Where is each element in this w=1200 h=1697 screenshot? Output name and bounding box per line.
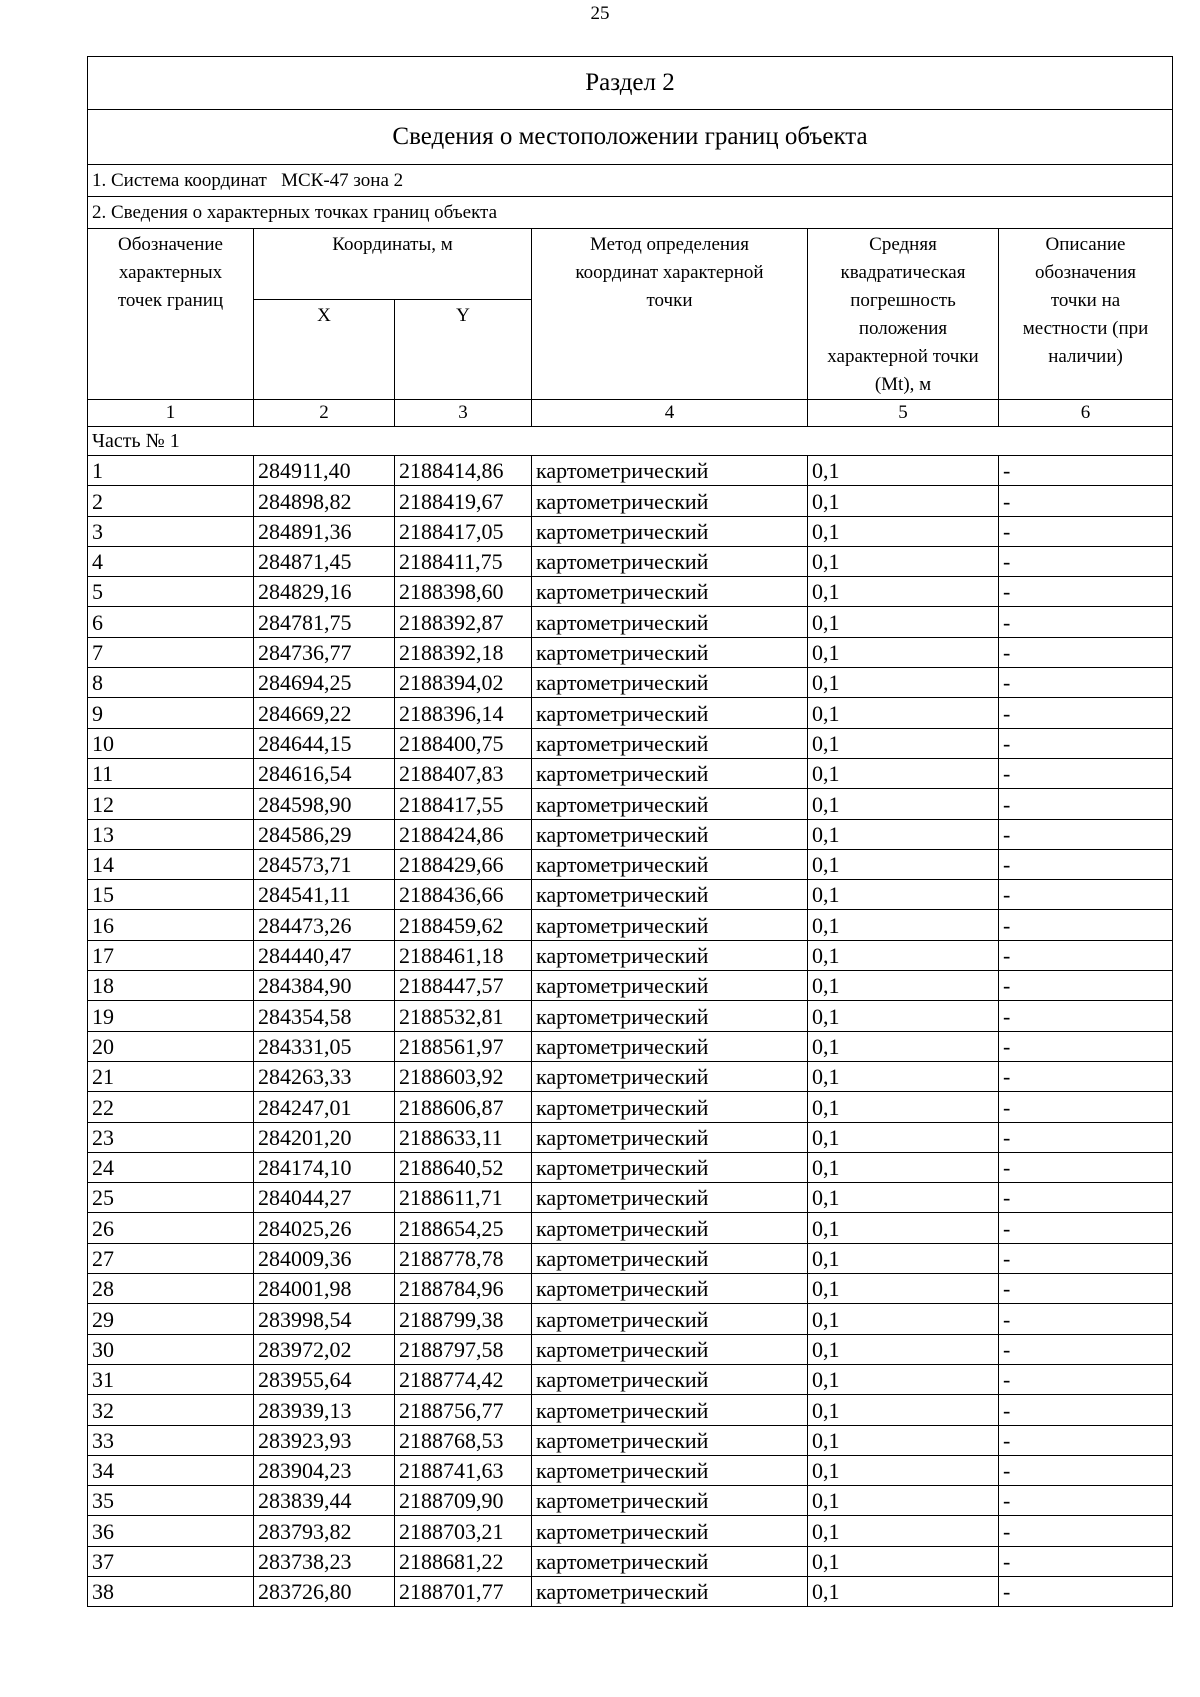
point-designation: 8	[88, 668, 254, 698]
coord-x: 284669,22	[254, 698, 395, 728]
point-designation: 31	[88, 1364, 254, 1394]
point-designation: 7	[88, 637, 254, 667]
coord-y: 2188392,18	[395, 637, 532, 667]
mean-error: 0,1	[808, 1576, 999, 1606]
coord-x: 284644,15	[254, 728, 395, 758]
coord-x: 283955,64	[254, 1364, 395, 1394]
coord-x: 284598,90	[254, 789, 395, 819]
description: -	[999, 637, 1173, 667]
section-title: Раздел 2	[88, 57, 1173, 110]
description: -	[999, 1274, 1173, 1304]
mean-error: 0,1	[808, 1092, 999, 1122]
coord-y: 2188709,90	[395, 1486, 532, 1516]
point-designation: 22	[88, 1092, 254, 1122]
header-designation: Обозначение характерных точек границ	[88, 229, 254, 400]
table-row	[88, 577, 1173, 607]
coord-x: 284586,29	[254, 819, 395, 849]
point-designation: 17	[88, 940, 254, 970]
point-designation: 29	[88, 1304, 254, 1334]
point-designation: 5	[88, 577, 254, 607]
mean-error: 0,1	[808, 577, 999, 607]
coord-y: 2188429,66	[395, 849, 532, 879]
coord-y: 2188411,75	[395, 546, 532, 576]
table-row	[88, 698, 1173, 728]
description: -	[999, 1213, 1173, 1243]
method: картометрический	[532, 637, 808, 667]
description: -	[999, 698, 1173, 728]
mean-error: 0,1	[808, 940, 999, 970]
description: -	[999, 1516, 1173, 1546]
mean-error: 0,1	[808, 880, 999, 910]
point-designation: 21	[88, 1061, 254, 1091]
description: -	[999, 1364, 1173, 1394]
method: картометрический	[532, 1183, 808, 1213]
point-designation: 3	[88, 516, 254, 546]
method: картометрический	[532, 577, 808, 607]
coord-y: 2188778,78	[395, 1243, 532, 1273]
mean-error: 0,1	[808, 1455, 999, 1485]
coord-y: 2188394,02	[395, 668, 532, 698]
method: картометрический	[532, 1455, 808, 1485]
header-coordinates: Координаты, м	[254, 229, 532, 300]
coord-x: 284694,25	[254, 668, 395, 698]
mean-error: 0,1	[808, 1334, 999, 1364]
coord-x: 284473,26	[254, 910, 395, 940]
coord-x: 283923,93	[254, 1425, 395, 1455]
mean-error: 0,1	[808, 1152, 999, 1182]
method: картометрический	[532, 1364, 808, 1394]
coord-y: 2188681,22	[395, 1546, 532, 1576]
method: картометрический	[532, 1061, 808, 1091]
coord-y: 2188768,53	[395, 1425, 532, 1455]
method: картометрический	[532, 971, 808, 1001]
coord-x: 284263,33	[254, 1061, 395, 1091]
point-designation: 18	[88, 971, 254, 1001]
point-designation: 35	[88, 1486, 254, 1516]
coord-y: 2188459,62	[395, 910, 532, 940]
point-designation: 4	[88, 546, 254, 576]
table-row	[88, 1243, 1173, 1273]
coord-x: 284001,98	[254, 1274, 395, 1304]
method: картометрический	[532, 1213, 808, 1243]
table-row	[88, 758, 1173, 788]
mean-error: 0,1	[808, 728, 999, 758]
mean-error: 0,1	[808, 1183, 999, 1213]
table-row	[88, 486, 1173, 516]
point-designation: 11	[88, 758, 254, 788]
description: -	[999, 1546, 1173, 1576]
method: картометрический	[532, 728, 808, 758]
coord-y: 2188654,25	[395, 1213, 532, 1243]
coord-x: 284354,58	[254, 1001, 395, 1031]
coord-y: 2188532,81	[395, 1001, 532, 1031]
header-description: Описание обозначения точки на местности (при наличии)	[999, 229, 1173, 400]
table-row	[88, 1213, 1173, 1243]
coord-y: 2188756,77	[395, 1395, 532, 1425]
point-designation: 1	[88, 456, 254, 486]
method: картометрический	[532, 1152, 808, 1182]
method: картометрический	[532, 1546, 808, 1576]
method: картометрический	[532, 486, 808, 516]
column-number: 2	[254, 400, 395, 427]
description: -	[999, 1576, 1173, 1606]
table-row	[88, 910, 1173, 940]
point-designation: 30	[88, 1334, 254, 1364]
description: -	[999, 668, 1173, 698]
coord-x: 284911,40	[254, 456, 395, 486]
column-number: 6	[999, 400, 1173, 427]
description: -	[999, 758, 1173, 788]
method: картометрический	[532, 516, 808, 546]
point-designation: 23	[88, 1122, 254, 1152]
method: картометрический	[532, 1122, 808, 1152]
coord-x: 283939,13	[254, 1395, 395, 1425]
method: картометрический	[532, 1304, 808, 1334]
coord-y: 2188436,66	[395, 880, 532, 910]
description: -	[999, 456, 1173, 486]
coord-y: 2188396,14	[395, 698, 532, 728]
description: -	[999, 546, 1173, 576]
point-designation: 27	[88, 1243, 254, 1273]
description: -	[999, 1425, 1173, 1455]
coord-y: 2188398,60	[395, 577, 532, 607]
description: -	[999, 819, 1173, 849]
mean-error: 0,1	[808, 819, 999, 849]
mean-error: 0,1	[808, 486, 999, 516]
mean-error: 0,1	[808, 698, 999, 728]
description: -	[999, 880, 1173, 910]
description: -	[999, 516, 1173, 546]
coord-x: 284174,10	[254, 1152, 395, 1182]
mean-error: 0,1	[808, 1274, 999, 1304]
table-row	[88, 1152, 1173, 1182]
part-label: Часть № 1	[88, 427, 1173, 456]
header-y: Y	[395, 300, 532, 400]
table-row	[88, 1516, 1173, 1546]
boundary-points-table	[87, 56, 1173, 1607]
coord-y: 2188447,57	[395, 971, 532, 1001]
column-numbers-row	[88, 400, 1173, 427]
coord-x: 284573,71	[254, 849, 395, 879]
coord-y: 2188633,11	[395, 1122, 532, 1152]
coord-y: 2188424,86	[395, 819, 532, 849]
mean-error: 0,1	[808, 910, 999, 940]
mean-error: 0,1	[808, 1546, 999, 1576]
mean-error: 0,1	[808, 637, 999, 667]
header-method: Метод определения координат характерной точки	[532, 229, 808, 400]
column-number: 3	[395, 400, 532, 427]
mean-error: 0,1	[808, 1213, 999, 1243]
table-row	[88, 637, 1173, 667]
description: -	[999, 577, 1173, 607]
method: картометрический	[532, 1274, 808, 1304]
coord-x: 284736,77	[254, 637, 395, 667]
coord-x: 284331,05	[254, 1031, 395, 1061]
mean-error: 0,1	[808, 607, 999, 637]
points-heading: 2. Сведения о характерных точках границ объекта	[88, 197, 1173, 229]
description: -	[999, 1183, 1173, 1213]
table-row	[88, 1304, 1173, 1334]
coord-x: 283793,82	[254, 1516, 395, 1546]
coord-x: 284025,26	[254, 1213, 395, 1243]
method: картометрический	[532, 1001, 808, 1031]
description: -	[999, 1395, 1173, 1425]
coord-x: 283726,80	[254, 1576, 395, 1606]
description: -	[999, 1455, 1173, 1485]
method: картометрический	[532, 819, 808, 849]
table-row	[88, 1031, 1173, 1061]
coord-x: 283839,44	[254, 1486, 395, 1516]
mean-error: 0,1	[808, 668, 999, 698]
point-designation: 9	[88, 698, 254, 728]
description: -	[999, 486, 1173, 516]
table-row	[88, 819, 1173, 849]
point-designation: 16	[88, 910, 254, 940]
description: -	[999, 1122, 1173, 1152]
point-designation: 36	[88, 1516, 254, 1546]
coord-y: 2188392,87	[395, 607, 532, 637]
mean-error: 0,1	[808, 758, 999, 788]
point-designation: 20	[88, 1031, 254, 1061]
coord-y: 2188417,55	[395, 789, 532, 819]
point-designation: 2	[88, 486, 254, 516]
method: картометрический	[532, 698, 808, 728]
point-designation: 25	[88, 1183, 254, 1213]
table-row	[88, 940, 1173, 970]
mean-error: 0,1	[808, 1001, 999, 1031]
table-row	[88, 1001, 1173, 1031]
method: картометрический	[532, 1395, 808, 1425]
coord-y: 2188606,87	[395, 1092, 532, 1122]
coord-y: 2188419,67	[395, 486, 532, 516]
description: -	[999, 1152, 1173, 1182]
coord-x: 284781,75	[254, 607, 395, 637]
method: картометрический	[532, 1425, 808, 1455]
description: -	[999, 1304, 1173, 1334]
coord-y: 2188774,42	[395, 1364, 532, 1394]
mean-error: 0,1	[808, 849, 999, 879]
coord-x: 283738,23	[254, 1546, 395, 1576]
method: картометрический	[532, 758, 808, 788]
description: -	[999, 728, 1173, 758]
coord-x: 284044,27	[254, 1183, 395, 1213]
point-designation: 10	[88, 728, 254, 758]
point-designation: 14	[88, 849, 254, 879]
coord-y: 2188741,63	[395, 1455, 532, 1485]
method: картометрический	[532, 1031, 808, 1061]
mean-error: 0,1	[808, 789, 999, 819]
coord-y: 2188640,52	[395, 1152, 532, 1182]
mean-error: 0,1	[808, 1304, 999, 1334]
description: -	[999, 940, 1173, 970]
point-designation: 37	[88, 1546, 254, 1576]
coord-x: 284541,11	[254, 880, 395, 910]
table-row	[88, 1122, 1173, 1152]
table-row	[88, 1395, 1173, 1425]
table-row	[88, 1334, 1173, 1364]
mean-error: 0,1	[808, 1243, 999, 1273]
coord-y: 2188603,92	[395, 1061, 532, 1091]
method: картометрический	[532, 546, 808, 576]
coord-x: 284384,90	[254, 971, 395, 1001]
point-designation: 38	[88, 1576, 254, 1606]
method: картометрический	[532, 1092, 808, 1122]
coord-x: 284009,36	[254, 1243, 395, 1273]
coord-x: 283904,23	[254, 1455, 395, 1485]
mean-error: 0,1	[808, 1395, 999, 1425]
coord-y: 2188461,18	[395, 940, 532, 970]
method: картометрический	[532, 1516, 808, 1546]
column-number: 4	[532, 400, 808, 427]
description: -	[999, 971, 1173, 1001]
method: картометрический	[532, 1576, 808, 1606]
table-row	[88, 728, 1173, 758]
mean-error: 0,1	[808, 1516, 999, 1546]
column-number: 1	[88, 400, 254, 427]
coord-x: 284616,54	[254, 758, 395, 788]
description: -	[999, 849, 1173, 879]
point-designation: 34	[88, 1455, 254, 1485]
method: картометрический	[532, 456, 808, 486]
description: -	[999, 607, 1173, 637]
page-number: 25	[590, 3, 610, 24]
table-row	[88, 546, 1173, 576]
coord-y: 2188703,21	[395, 1516, 532, 1546]
method: картометрический	[532, 607, 808, 637]
coord-x: 284871,45	[254, 546, 395, 576]
coord-x: 283972,02	[254, 1334, 395, 1364]
table-row	[88, 668, 1173, 698]
mean-error: 0,1	[808, 516, 999, 546]
mean-error: 0,1	[808, 1031, 999, 1061]
method: картометрический	[532, 1334, 808, 1364]
table-row	[88, 607, 1173, 637]
description: -	[999, 1486, 1173, 1516]
section-subtitle: Сведения о местоположении границ объекта	[88, 110, 1173, 165]
table-row	[88, 1546, 1173, 1576]
mean-error: 0,1	[808, 1364, 999, 1394]
method: картометрический	[532, 880, 808, 910]
point-designation: 24	[88, 1152, 254, 1182]
table-row	[88, 1486, 1173, 1516]
coord-x: 284891,36	[254, 516, 395, 546]
mean-error: 0,1	[808, 971, 999, 1001]
coord-x: 284898,82	[254, 486, 395, 516]
coordinate-system-line: 1. Система координат МСК-47 зона 2	[88, 165, 1173, 197]
table-row	[88, 1455, 1173, 1485]
mean-error: 0,1	[808, 546, 999, 576]
point-designation: 6	[88, 607, 254, 637]
coord-y: 2188561,97	[395, 1031, 532, 1061]
method: картометрический	[532, 849, 808, 879]
mean-error: 0,1	[808, 1061, 999, 1091]
description: -	[999, 1243, 1173, 1273]
table-row	[88, 1183, 1173, 1213]
method: картометрический	[532, 1243, 808, 1273]
column-number: 5	[808, 400, 999, 427]
table-row	[88, 1274, 1173, 1304]
coord-y: 2188784,96	[395, 1274, 532, 1304]
coord-y: 2188701,77	[395, 1576, 532, 1606]
table-row	[88, 1364, 1173, 1394]
table-row	[88, 1576, 1173, 1606]
point-designation: 13	[88, 819, 254, 849]
point-designation: 19	[88, 1001, 254, 1031]
description: -	[999, 910, 1173, 940]
table-row	[88, 456, 1173, 486]
point-designation: 12	[88, 789, 254, 819]
mean-error: 0,1	[808, 456, 999, 486]
point-designation: 15	[88, 880, 254, 910]
point-designation: 28	[88, 1274, 254, 1304]
coord-y: 2188414,86	[395, 456, 532, 486]
table-row	[88, 971, 1173, 1001]
description: -	[999, 1031, 1173, 1061]
coord-y: 2188417,05	[395, 516, 532, 546]
coord-x: 284201,20	[254, 1122, 395, 1152]
coord-x: 284247,01	[254, 1092, 395, 1122]
description: -	[999, 789, 1173, 819]
description: -	[999, 1092, 1173, 1122]
coord-y: 2188400,75	[395, 728, 532, 758]
coord-y: 2188407,83	[395, 758, 532, 788]
point-designation: 32	[88, 1395, 254, 1425]
coord-y: 2188611,71	[395, 1183, 532, 1213]
coord-x: 284440,47	[254, 940, 395, 970]
method: картометрический	[532, 910, 808, 940]
method: картометрический	[532, 789, 808, 819]
method: картометрический	[532, 1486, 808, 1516]
point-designation: 33	[88, 1425, 254, 1455]
description: -	[999, 1001, 1173, 1031]
mean-error: 0,1	[808, 1486, 999, 1516]
coord-x: 283998,54	[254, 1304, 395, 1334]
table-row	[88, 1061, 1173, 1091]
table-row	[88, 516, 1173, 546]
table-row	[88, 880, 1173, 910]
header-x: X	[254, 300, 395, 400]
description: -	[999, 1061, 1173, 1091]
description: -	[999, 1334, 1173, 1364]
table-row	[88, 789, 1173, 819]
point-designation: 26	[88, 1213, 254, 1243]
coord-y: 2188799,38	[395, 1304, 532, 1334]
table-row	[88, 1092, 1173, 1122]
header-error: Средняя квадратическая погрешность положения характерной точки (Mt), м	[808, 229, 999, 400]
method: картометрический	[532, 668, 808, 698]
method: картометрический	[532, 940, 808, 970]
mean-error: 0,1	[808, 1122, 999, 1152]
mean-error: 0,1	[808, 1425, 999, 1455]
coord-y: 2188797,58	[395, 1334, 532, 1364]
coord-x: 284829,16	[254, 577, 395, 607]
table-row	[88, 1425, 1173, 1455]
table-row	[88, 849, 1173, 879]
